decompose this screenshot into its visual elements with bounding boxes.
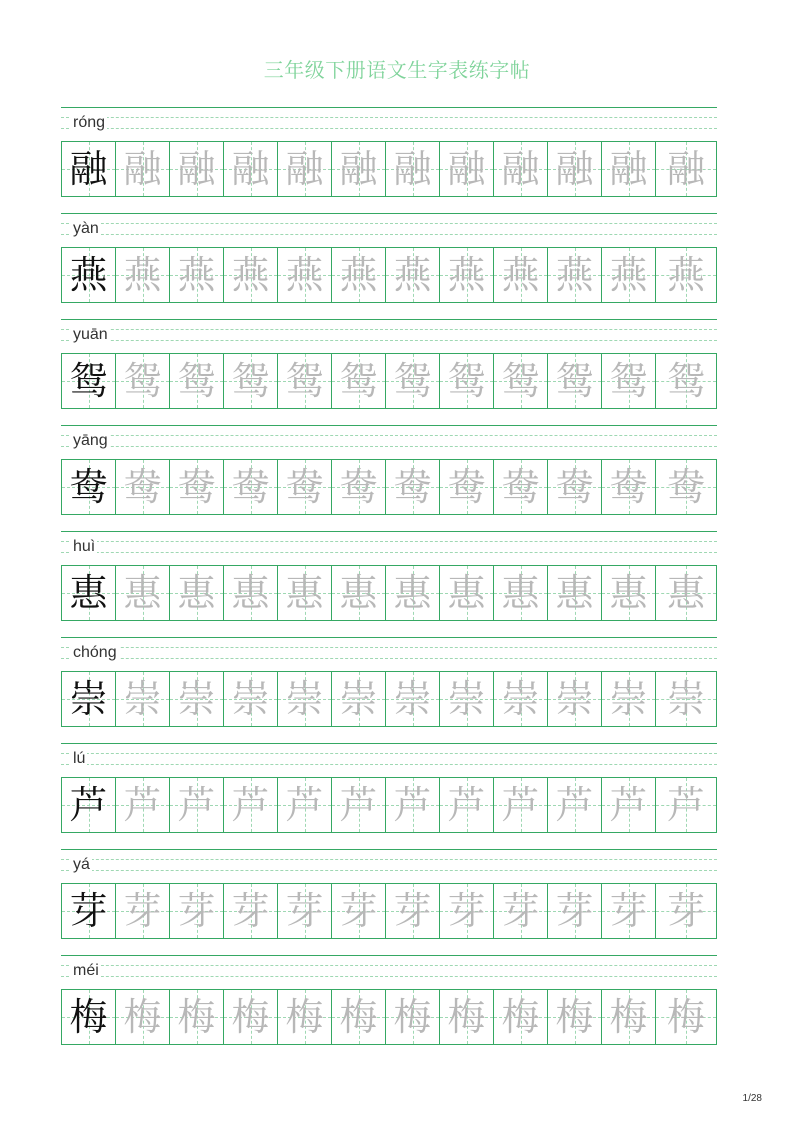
- trace-character: 惠: [231, 571, 270, 615]
- trace-character: 融: [555, 147, 594, 191]
- trace-character: 鸯: [393, 465, 432, 509]
- guide-line: [61, 753, 717, 754]
- pinyin-label: yāng: [73, 432, 108, 449]
- trace-cell: [602, 142, 656, 196]
- trace-cell: [278, 354, 332, 408]
- trace-character: 芦: [393, 783, 432, 827]
- guide-line: [61, 743, 717, 744]
- trace-character: 芽: [231, 889, 270, 933]
- trace-cell: [116, 460, 170, 514]
- trace-character: 芦: [447, 783, 486, 827]
- trace-character: 燕: [501, 253, 540, 297]
- page-title: 三年级下册语文生字表练字帖: [263, 58, 531, 82]
- practice-row: [61, 424, 717, 530]
- pinyin-label: yuān: [73, 326, 108, 343]
- guide-line: [61, 329, 717, 330]
- trace-character: 燕: [285, 253, 324, 297]
- trace-character: 芦: [177, 783, 216, 827]
- trace-cell: [548, 884, 602, 938]
- trace-character: 芽: [285, 889, 324, 933]
- trace-character: 鸯: [285, 465, 324, 509]
- model-cell: [62, 778, 116, 832]
- pinyin-label: yá: [73, 856, 90, 873]
- trace-character: 梅: [501, 995, 540, 1039]
- trace-character: 惠: [285, 571, 324, 615]
- trace-cell: [494, 672, 548, 726]
- trace-cell: [548, 672, 602, 726]
- trace-cell: [386, 672, 440, 726]
- trace-cell: [116, 672, 170, 726]
- tian-grid: [61, 989, 717, 1045]
- trace-cell: [548, 566, 602, 620]
- trace-cell: [116, 778, 170, 832]
- trace-character: 梅: [609, 995, 648, 1039]
- tian-grid: [61, 671, 717, 727]
- trace-character: 芦: [339, 783, 378, 827]
- trace-cell: [548, 248, 602, 302]
- trace-cell: [548, 142, 602, 196]
- trace-character: 燕: [177, 253, 216, 297]
- trace-character: 鸳: [447, 359, 486, 403]
- guide-line: [61, 117, 717, 118]
- trace-character: 惠: [123, 571, 162, 615]
- guide-line: [61, 319, 717, 320]
- pinyin-label: lú: [73, 750, 86, 767]
- trace-cell: [386, 460, 440, 514]
- model-cell: [62, 354, 116, 408]
- pinyin-band: [61, 848, 717, 883]
- trace-cell: [656, 672, 716, 726]
- trace-character: 惠: [447, 571, 486, 615]
- trace-cell: [116, 884, 170, 938]
- model-character: 燕: [69, 253, 108, 297]
- trace-cell: [656, 990, 716, 1044]
- trace-character: 芦: [666, 783, 705, 827]
- model-character: 梅: [69, 995, 108, 1039]
- pinyin-band: [61, 636, 717, 671]
- trace-cell: [224, 142, 278, 196]
- trace-cell: [602, 460, 656, 514]
- guide-line: [61, 128, 717, 129]
- pinyin-label: chóng: [73, 644, 117, 661]
- trace-cell: [116, 990, 170, 1044]
- trace-character: 芦: [501, 783, 540, 827]
- model-character: 芦: [69, 783, 108, 827]
- guide-line: [61, 976, 717, 977]
- trace-character: 崇: [609, 677, 648, 721]
- trace-cell: [224, 672, 278, 726]
- trace-character: 燕: [555, 253, 594, 297]
- trace-cell: [332, 460, 386, 514]
- model-cell: [62, 142, 116, 196]
- trace-character: 鸯: [666, 465, 705, 509]
- trace-character: 融: [231, 147, 270, 191]
- trace-cell: [170, 142, 224, 196]
- trace-cell: [170, 778, 224, 832]
- trace-cell: [440, 990, 494, 1044]
- trace-character: 芦: [231, 783, 270, 827]
- guide-line: [61, 234, 717, 235]
- trace-character: 鸯: [123, 465, 162, 509]
- guide-line: [61, 859, 717, 860]
- trace-cell: [224, 566, 278, 620]
- model-cell: [62, 460, 116, 514]
- model-cell: [62, 248, 116, 302]
- trace-cell: [602, 354, 656, 408]
- tian-grid: [61, 247, 717, 303]
- trace-cell: [386, 142, 440, 196]
- guide-line: [61, 425, 717, 426]
- guide-line: [61, 541, 717, 542]
- trace-character: 鸳: [609, 359, 648, 403]
- trace-character: 梅: [123, 995, 162, 1039]
- pinyin-band: [61, 424, 717, 459]
- trace-cell: [332, 672, 386, 726]
- trace-character: 梅: [666, 995, 705, 1039]
- guide-line: [61, 552, 717, 553]
- trace-cell: [386, 354, 440, 408]
- guide-line: [61, 223, 717, 224]
- trace-character: 鸯: [447, 465, 486, 509]
- pinyin-label: róng: [73, 114, 106, 131]
- trace-cell: [332, 142, 386, 196]
- trace-cell: [440, 460, 494, 514]
- trace-cell: [494, 990, 548, 1044]
- trace-character: 崇: [555, 677, 594, 721]
- trace-character: 融: [285, 147, 324, 191]
- trace-cell: [278, 460, 332, 514]
- trace-character: 惠: [609, 571, 648, 615]
- trace-cell: [170, 884, 224, 938]
- model-cell: [62, 566, 116, 620]
- model-cell: [62, 884, 116, 938]
- trace-cell: [386, 990, 440, 1044]
- trace-cell: [332, 990, 386, 1044]
- trace-cell: [116, 142, 170, 196]
- tian-grid: [61, 353, 717, 409]
- tian-grid: [61, 883, 717, 939]
- trace-character: 惠: [339, 571, 378, 615]
- trace-character: 鸯: [177, 465, 216, 509]
- trace-character: 崇: [123, 677, 162, 721]
- trace-cell: [278, 778, 332, 832]
- guide-line: [61, 340, 717, 341]
- trace-cell: [332, 778, 386, 832]
- trace-character: 鸳: [285, 359, 324, 403]
- trace-character: 鸳: [123, 359, 162, 403]
- trace-cell: [332, 248, 386, 302]
- guide-line: [61, 446, 717, 447]
- trace-cell: [494, 354, 548, 408]
- trace-character: 崇: [447, 677, 486, 721]
- trace-cell: [602, 990, 656, 1044]
- trace-cell: [170, 460, 224, 514]
- pinyin-band: [61, 530, 717, 565]
- trace-character: 燕: [447, 253, 486, 297]
- trace-character: 鸳: [501, 359, 540, 403]
- trace-character: 芽: [609, 889, 648, 933]
- trace-cell: [386, 778, 440, 832]
- trace-cell: [548, 990, 602, 1044]
- trace-cell: [278, 248, 332, 302]
- trace-character: 鸳: [339, 359, 378, 403]
- trace-cell: [548, 778, 602, 832]
- trace-cell: [494, 566, 548, 620]
- trace-cell: [440, 142, 494, 196]
- practice-sheet: [61, 106, 717, 1060]
- model-character: 惠: [69, 571, 108, 615]
- model-character: 鸳: [69, 359, 108, 403]
- trace-cell: [224, 778, 278, 832]
- tian-grid: [61, 141, 717, 197]
- trace-character: 鸯: [339, 465, 378, 509]
- trace-character: 崇: [666, 677, 705, 721]
- trace-character: 鸳: [177, 359, 216, 403]
- trace-cell: [656, 142, 716, 196]
- trace-cell: [656, 884, 716, 938]
- trace-cell: [440, 778, 494, 832]
- trace-character: 燕: [339, 253, 378, 297]
- trace-cell: [494, 248, 548, 302]
- trace-character: 鸯: [555, 465, 594, 509]
- trace-character: 芽: [177, 889, 216, 933]
- trace-character: 梅: [555, 995, 594, 1039]
- trace-cell: [548, 354, 602, 408]
- practice-row: [61, 212, 717, 318]
- trace-character: 芦: [555, 783, 594, 827]
- pinyin-band: [61, 742, 717, 777]
- trace-character: 芦: [285, 783, 324, 827]
- trace-character: 鸯: [231, 465, 270, 509]
- trace-character: 芦: [123, 783, 162, 827]
- trace-cell: [170, 990, 224, 1044]
- practice-row: [61, 954, 717, 1060]
- trace-cell: [170, 672, 224, 726]
- trace-cell: [656, 354, 716, 408]
- pinyin-label: yàn: [73, 220, 99, 237]
- tian-grid: [61, 777, 717, 833]
- trace-character: 鸳: [555, 359, 594, 403]
- model-character: 融: [69, 147, 108, 191]
- trace-cell: [494, 884, 548, 938]
- trace-cell: [116, 248, 170, 302]
- model-cell: [62, 672, 116, 726]
- trace-cell: [656, 460, 716, 514]
- trace-character: 燕: [231, 253, 270, 297]
- trace-cell: [494, 460, 548, 514]
- guide-line: [61, 965, 717, 966]
- trace-character: 崇: [393, 677, 432, 721]
- trace-character: 融: [666, 147, 705, 191]
- trace-cell: [170, 566, 224, 620]
- trace-cell: [332, 566, 386, 620]
- trace-cell: [440, 354, 494, 408]
- trace-cell: [278, 990, 332, 1044]
- trace-character: 鸯: [501, 465, 540, 509]
- trace-character: 鸳: [666, 359, 705, 403]
- trace-cell: [656, 778, 716, 832]
- trace-character: 崇: [177, 677, 216, 721]
- practice-row: [61, 742, 717, 848]
- trace-character: 崇: [231, 677, 270, 721]
- trace-character: 崇: [501, 677, 540, 721]
- trace-character: 融: [123, 147, 162, 191]
- trace-character: 鸳: [393, 359, 432, 403]
- trace-cell: [602, 672, 656, 726]
- practice-row: [61, 530, 717, 636]
- trace-character: 芽: [447, 889, 486, 933]
- guide-line: [61, 764, 717, 765]
- trace-character: 燕: [393, 253, 432, 297]
- guide-line: [61, 955, 717, 956]
- trace-cell: [332, 354, 386, 408]
- model-character: 鸯: [69, 465, 108, 509]
- trace-cell: [278, 884, 332, 938]
- trace-character: 梅: [339, 995, 378, 1039]
- trace-character: 惠: [501, 571, 540, 615]
- page-number: 1/28: [742, 1093, 762, 1104]
- trace-cell: [224, 990, 278, 1044]
- trace-cell: [440, 672, 494, 726]
- trace-cell: [656, 566, 716, 620]
- trace-cell: [602, 778, 656, 832]
- trace-cell: [602, 884, 656, 938]
- trace-cell: [170, 354, 224, 408]
- model-character: 崇: [69, 677, 108, 721]
- trace-character: 融: [393, 147, 432, 191]
- trace-character: 梅: [177, 995, 216, 1039]
- guide-line: [61, 435, 717, 436]
- guide-line: [61, 531, 717, 532]
- trace-character: 梅: [393, 995, 432, 1039]
- trace-character: 惠: [393, 571, 432, 615]
- trace-character: 崇: [339, 677, 378, 721]
- trace-character: 梅: [285, 995, 324, 1039]
- trace-cell: [332, 884, 386, 938]
- trace-cell: [386, 566, 440, 620]
- trace-cell: [116, 354, 170, 408]
- trace-character: 融: [177, 147, 216, 191]
- guide-line: [61, 213, 717, 214]
- trace-cell: [494, 142, 548, 196]
- trace-character: 梅: [231, 995, 270, 1039]
- tian-grid: [61, 459, 717, 515]
- trace-character: 燕: [123, 253, 162, 297]
- trace-character: 鸯: [609, 465, 648, 509]
- tian-grid: [61, 565, 717, 621]
- pinyin-band: [61, 212, 717, 247]
- trace-character: 融: [339, 147, 378, 191]
- guide-line: [61, 658, 717, 659]
- guide-line: [61, 849, 717, 850]
- trace-cell: [386, 884, 440, 938]
- trace-cell: [278, 566, 332, 620]
- pinyin-band: [61, 318, 717, 353]
- practice-row: [61, 106, 717, 212]
- guide-line: [61, 637, 717, 638]
- trace-character: 芽: [666, 889, 705, 933]
- trace-character: 燕: [609, 253, 648, 297]
- trace-cell: [602, 566, 656, 620]
- pinyin-band: [61, 954, 717, 989]
- trace-cell: [656, 248, 716, 302]
- trace-cell: [602, 248, 656, 302]
- trace-character: 惠: [555, 571, 594, 615]
- practice-row: [61, 318, 717, 424]
- trace-character: 芽: [339, 889, 378, 933]
- trace-cell: [440, 566, 494, 620]
- trace-cell: [278, 142, 332, 196]
- trace-character: 鸳: [231, 359, 270, 403]
- trace-character: 燕: [666, 253, 705, 297]
- trace-character: 梅: [447, 995, 486, 1039]
- trace-cell: [170, 248, 224, 302]
- trace-character: 惠: [177, 571, 216, 615]
- trace-character: 融: [609, 147, 648, 191]
- trace-character: 惠: [666, 571, 705, 615]
- model-cell: [62, 990, 116, 1044]
- practice-row: [61, 636, 717, 742]
- trace-cell: [494, 778, 548, 832]
- trace-cell: [548, 460, 602, 514]
- trace-cell: [224, 354, 278, 408]
- pinyin-label: huì: [73, 538, 96, 555]
- trace-cell: [224, 884, 278, 938]
- trace-character: 芽: [123, 889, 162, 933]
- trace-cell: [440, 248, 494, 302]
- trace-cell: [116, 566, 170, 620]
- trace-cell: [440, 884, 494, 938]
- pinyin-band: [61, 106, 717, 141]
- trace-character: 融: [501, 147, 540, 191]
- guide-line: [61, 107, 717, 108]
- trace-cell: [278, 672, 332, 726]
- trace-cell: [386, 248, 440, 302]
- practice-row: [61, 848, 717, 954]
- trace-character: 融: [447, 147, 486, 191]
- trace-character: 崇: [285, 677, 324, 721]
- trace-character: 芽: [555, 889, 594, 933]
- guide-line: [61, 647, 717, 648]
- trace-cell: [224, 460, 278, 514]
- trace-character: 芦: [609, 783, 648, 827]
- trace-cell: [224, 248, 278, 302]
- trace-character: 芽: [393, 889, 432, 933]
- model-character: 芽: [69, 889, 108, 933]
- trace-character: 芽: [501, 889, 540, 933]
- guide-line: [61, 870, 717, 871]
- pinyin-label: méi: [73, 962, 99, 979]
